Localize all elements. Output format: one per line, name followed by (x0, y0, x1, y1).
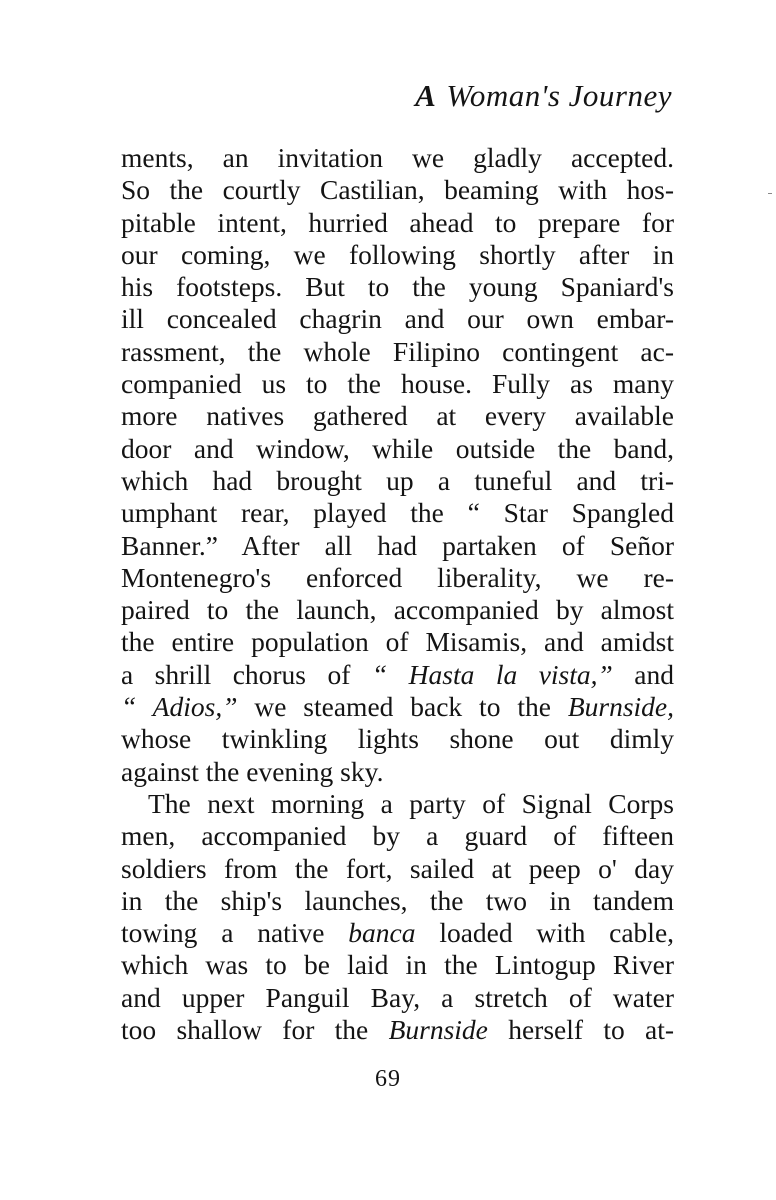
text-line: more natives gathered at every available (121, 400, 674, 432)
text-run: a shrill chorus of (121, 658, 351, 690)
text-line: ments, an invitation we gladly accepted. (121, 142, 674, 173)
text-line: his footsteps. But to the young Spaniard's (121, 271, 674, 303)
text-line: ill concealed chagrin and our own embar- (121, 303, 674, 335)
text-line: our coming, we following shortly after in (121, 238, 674, 270)
text-line: soldiers from the fort, sailed at peep o' day (121, 852, 674, 884)
text-run: loaded with cable, (439, 917, 675, 949)
ship-name: Burnside, (567, 691, 674, 723)
text-line: in the ship's launches, the two in tandem (121, 884, 674, 916)
paragraph-first-line: The next morning a party of Signal Corps (148, 787, 674, 819)
ship-name: Burnside (388, 1014, 488, 1046)
text-line: pitable intent, hurried ahead to prepare for (121, 206, 674, 238)
text-line: and upper Panguil Bay, a stretch of water (121, 981, 674, 1013)
text-line: rassment, the whole Filipino contingent ac- (121, 335, 674, 367)
text-run: herself to at- (508, 1014, 675, 1046)
italic-word: banca (348, 917, 416, 949)
text-run: we steamed back to the (254, 691, 551, 723)
italic-phrase: “ Adios,” (121, 691, 238, 723)
text-line (121, 917, 674, 949)
running-head-title: Woman's Journey (446, 78, 672, 113)
text-line: men, accompanied by a guard of fifteen (121, 820, 674, 852)
text-line: which had brought up a tuneful and tri- (121, 464, 674, 496)
text-line: whose twinkling lights shone out dimly (121, 723, 674, 755)
text-line: paired to the launch, accompanied by almost (121, 594, 674, 626)
text-line (121, 1014, 674, 1046)
text-line: which was to be laid in the Lintogup River (121, 949, 674, 981)
text-line: Banner.” After all had partaken of Señor (121, 529, 674, 561)
italic-phrase: “ Hasta la vista,” (371, 658, 613, 690)
text-line: Montenegro's enforced liberality, we re- (121, 561, 674, 593)
scan-edge-mark (768, 193, 772, 194)
text-line (121, 691, 674, 723)
text-run: towing a native (121, 917, 325, 949)
body-text (121, 142, 674, 1046)
text-line: against the evening sky. (121, 755, 384, 787)
text-run: and (634, 658, 675, 690)
text-line: So the courtly Castilian, beaming with hos- (121, 174, 674, 206)
running-head-initial: A (415, 78, 437, 113)
text-run: too shallow for the (121, 1014, 369, 1046)
text-line: companied us to the house. Fully as many (121, 368, 674, 400)
text-line: umphant rear, played the “ Star Spangled (121, 497, 674, 529)
text-line: door and window, while outside the band, (121, 432, 674, 464)
page-number: 69 (375, 1066, 401, 1092)
text-line (121, 659, 674, 691)
running-head (415, 78, 672, 114)
text-line: the entire population of Misamis, and amidst (121, 626, 674, 658)
